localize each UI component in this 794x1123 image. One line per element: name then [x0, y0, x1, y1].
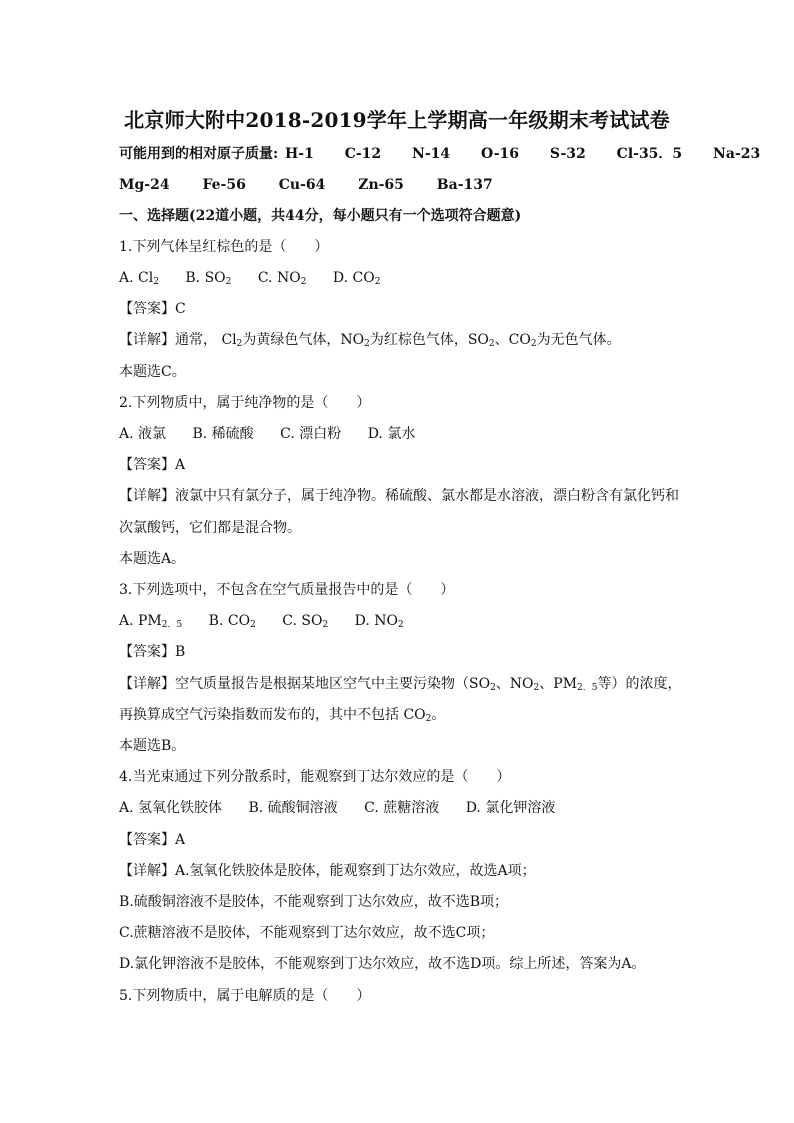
option-a: [119, 611, 182, 635]
option-d: [355, 611, 404, 635]
detail-label: 【详解】: [119, 488, 175, 504]
subscript: 2: [397, 620, 404, 630]
atomic-mass-item: S-32: [549, 146, 586, 162]
question-options: [119, 424, 415, 444]
detail-text: 为无色气体。: [536, 332, 621, 348]
atomic-mass-item: H-1: [285, 146, 314, 162]
detail-text: 、PM: [539, 676, 578, 692]
option-c: C. 蔗糖溶液: [364, 800, 440, 816]
detail-label: 【详解】: [119, 863, 175, 879]
option-text: A. PM: [119, 613, 162, 629]
question-options: [119, 611, 404, 635]
atomic-mass-item: Fe-56: [202, 177, 246, 193]
atomic-mass-item: O-16: [480, 146, 519, 162]
subscript: 2: [225, 277, 232, 287]
subscript: 2: [488, 339, 495, 349]
option-text: D. CO: [332, 270, 375, 286]
question-stem: 4.当光束通过下列分散系时，能观察到丁达尔效应的是（ ）: [119, 769, 511, 785]
option-text: C. NO: [257, 270, 301, 286]
detail-continued: [119, 705, 445, 729]
detail-text: 、NO: [495, 676, 534, 692]
detail-continued: D.氯化钾溶液不是胶体，不能观察到丁达尔效应，故不选D项。综上所述，答案为A。: [119, 956, 646, 972]
atomic-mass-item: Cl-35．5: [616, 146, 683, 162]
option-c: C. 漂白粉: [280, 426, 342, 442]
question-stem: 1.下列气体呈红棕色的是（ ）: [119, 239, 329, 255]
subscript: 2: [425, 714, 432, 724]
subscript: 2: [374, 277, 381, 287]
detail-text: 通常， Cl: [175, 332, 237, 348]
detail: [119, 861, 536, 881]
detail-continued: B.硫酸铜溶液不是胶体，不能观察到丁达尔效应，故不选B项；: [119, 894, 509, 910]
option-d: D. 氯化钾溶液: [465, 800, 556, 816]
section-heading: 一、选择题(22道小题，共44分，每小题只有一个选项符合题意): [119, 208, 522, 224]
option-b: [185, 268, 231, 292]
atomic-mass-item: Ba-137: [436, 177, 493, 193]
atomic-mass-label: 可能用到的相对原子质量:: [119, 146, 279, 162]
detail-text: 再换算成空气污染指数而发布的，其中不包括 CO: [119, 707, 426, 723]
question-options: [119, 798, 555, 818]
question-stem: 5.下列物质中，属于电解质的是（ ）: [119, 988, 371, 1004]
answer: 【答案】A: [119, 832, 186, 848]
subscript: 2: [250, 620, 256, 630]
subscript: 2: [153, 277, 159, 287]
subscript: 2: [236, 339, 243, 349]
option-c: [258, 268, 307, 292]
exam-title: 北京师大附中2018-2019学年上学期高一年级期末考试试卷: [124, 108, 670, 132]
detail-label: 【详解】: [119, 332, 175, 348]
detail-label: 【详解】: [119, 676, 175, 692]
option-b: B. 稀硫酸: [192, 426, 254, 442]
detail-text: 为黄绿色气体，NO: [242, 332, 365, 348]
option-d: D. 氯水: [367, 426, 416, 442]
option-a: A. 液氯: [119, 426, 167, 442]
answer: 【答案】A: [119, 457, 186, 473]
answer: 【答案】B: [119, 644, 186, 660]
detail-text: 、CO: [494, 332, 531, 348]
answer: 【答案】C: [119, 301, 186, 317]
conclusion: 本题选A。: [119, 551, 186, 567]
detail: [119, 486, 679, 506]
subscript: 2: [530, 339, 537, 349]
option-b: B. 硫酸铜溶液: [248, 800, 338, 816]
subscript: 2: [300, 277, 307, 287]
atomic-mass-row-2: [119, 175, 493, 195]
atomic-mass-item: N-14: [412, 146, 451, 162]
detail-continued: 次氯酸钙，它们都是混合物。: [119, 520, 301, 536]
option-a: [119, 268, 159, 292]
option-a: A. 氢氧化铁胶体: [119, 800, 223, 816]
option-text: C. SO: [282, 613, 323, 629]
detail: [119, 674, 682, 698]
detail-text: 液氯中只有氯分子，属于纯净物。稀硫酸、氯水都是水溶液，漂白粉含有氯化钙和: [175, 488, 679, 504]
question-options: [119, 268, 380, 292]
subscript: 2．5: [161, 620, 183, 630]
atomic-mass-row-1: [119, 144, 760, 164]
detail-text: 为红棕色气体，SO: [369, 332, 489, 348]
option-text: A. Cl: [119, 270, 154, 286]
detail-text: 等）的浓度，: [597, 676, 682, 692]
detail-text: 。: [431, 707, 446, 723]
subscript: 2: [490, 683, 496, 693]
option-c: [282, 611, 328, 635]
option-text: B. SO: [185, 270, 226, 286]
option-text: B. CO: [208, 613, 251, 629]
subscript: 2．5: [577, 683, 598, 693]
atomic-mass-item: Mg-24: [119, 177, 170, 193]
option-d: [333, 268, 381, 292]
question-stem: 3.下列选项中，不包含在空气质量报告中的是（ ）: [119, 582, 455, 598]
atomic-mass-item: Na-23: [713, 146, 761, 162]
subscript: 2: [322, 620, 329, 630]
atomic-mass-item: C-12: [344, 146, 382, 162]
detail-text: 空气质量报告是根据某地区空气中主要污染物（SO: [175, 676, 491, 692]
detail-continued: C.蔗糖溶液不是胶体，不能观察到丁达尔效应，故不选C项；: [119, 925, 495, 941]
question-stem: 2.下列物质中，属于纯净物的是（ ）: [119, 395, 371, 411]
detail: [119, 330, 621, 354]
atomic-mass-item: Zn-65: [358, 177, 404, 193]
conclusion: 本题选B。: [119, 738, 186, 754]
conclusion: 本题选C。: [119, 364, 186, 380]
detail-text: A.氢氧化铁胶体是胶体，能观察到丁达尔效应，故选A项；: [175, 863, 536, 879]
subscript: 2: [364, 339, 370, 349]
atomic-mass-item: Cu-64: [278, 177, 326, 193]
option-b: [209, 611, 256, 635]
subscript: 2: [533, 683, 540, 693]
option-text: D. NO: [354, 613, 398, 629]
